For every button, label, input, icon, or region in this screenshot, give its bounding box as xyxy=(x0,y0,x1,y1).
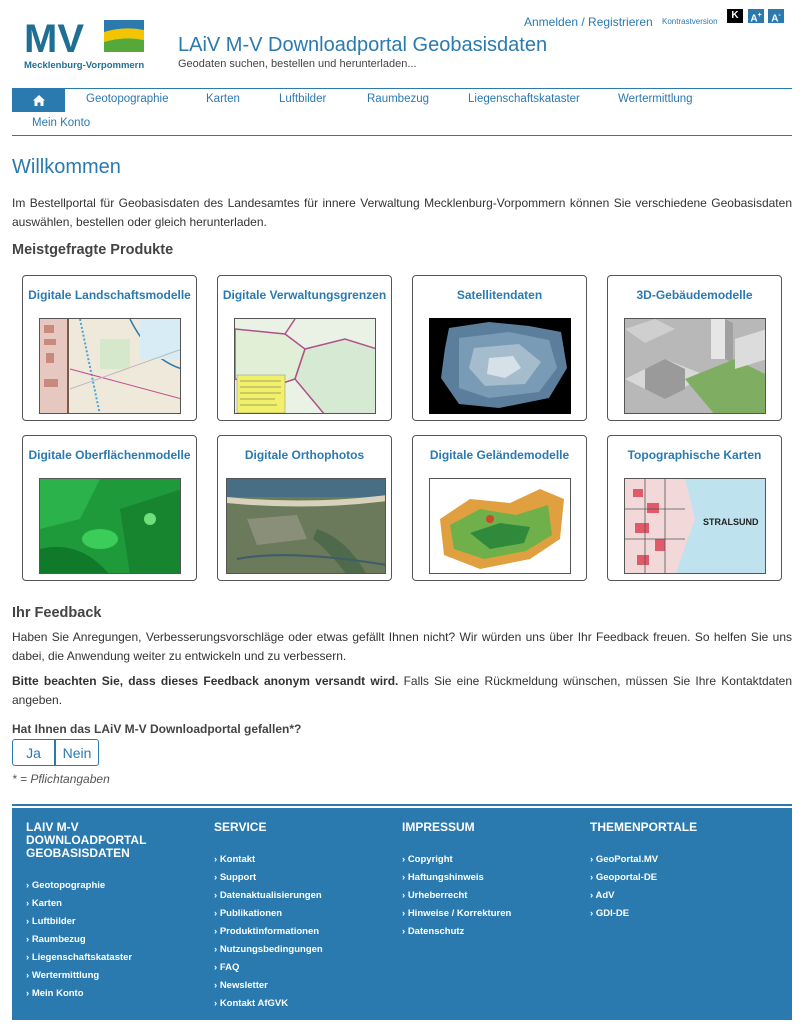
nav-item-luftbilder[interactable]: Luftbilder xyxy=(279,93,327,105)
product-tile-3d-gebaeudemodelle[interactable] xyxy=(607,275,782,421)
footer-link-gdi-de[interactable]: › GDI-DE xyxy=(590,905,780,923)
product-title: 3D-Gebäudemodelle xyxy=(636,288,753,302)
feedback-intro: Haben Sie Anregungen, Verbesserungsvorschläge oder etwas gefällt Ihnen nicht? Wir würden uns über Ihr Feedback freuen. So helfen Sie uns dabei, die Anwendung weiter zu entwickeln und zu verbessern. xyxy=(12,630,792,663)
footer-column-service xyxy=(214,821,384,1013)
footer-link-copyright[interactable]: › Copyright xyxy=(402,851,572,869)
nav-item-geotopographie[interactable]: Geotopographie xyxy=(86,93,169,105)
intro-text: Im Bestellportal für Geobasisdaten des Landesamtes für innere Verwaltung Mecklenburg-Vorpommern können Sie verschiedene Geobasisdaten auswählen, bestellen oder gleich herunterladen. xyxy=(12,196,792,229)
footer-link-newsletter[interactable]: › Newsletter xyxy=(214,977,384,995)
footer xyxy=(12,808,792,1020)
footer-link-nutzungsbedingungen[interactable]: › Nutzungsbedingungen xyxy=(214,941,384,959)
footer-link-liegenschaftskataster[interactable]: › Liegenschaftskataster xyxy=(26,949,176,967)
footer-column-title: IMPRESSUM xyxy=(402,820,475,834)
product-tile-verwaltungsgrenzen[interactable] xyxy=(217,275,392,421)
footer-link-datenaktualisierungen[interactable]: › Datenaktualisierungen xyxy=(214,887,384,905)
product-title: Digitale Orthophotos xyxy=(244,448,365,462)
footer-column-themenportale xyxy=(590,821,780,923)
product-image-3d-gebaeudemodelle xyxy=(624,318,766,414)
nav-item-liegenschaftskataster[interactable]: Liegenschaftskataster xyxy=(468,93,580,105)
main-nav xyxy=(12,88,792,136)
login-register-link[interactable]: Anmelden / Registrieren xyxy=(524,15,653,29)
product-image-satellitendaten xyxy=(429,318,571,414)
products-heading: Meistgefragte Produkte xyxy=(12,242,174,258)
site-tagline: Geodaten suchen, bestellen und herunterladen... xyxy=(178,58,417,70)
font-decrease-label: A xyxy=(771,13,779,25)
logo-letters: MV xyxy=(24,18,84,61)
feedback-note xyxy=(12,672,792,710)
footer-link-luftbilder[interactable]: › Luftbilder xyxy=(26,913,176,931)
footer-column-portal xyxy=(26,821,176,1003)
footer-link-datenschutz[interactable]: › Datenschutz xyxy=(402,923,572,941)
product-image-gelaendemodelle xyxy=(429,478,571,574)
product-tile-topographische-karten[interactable] xyxy=(607,435,782,581)
product-image-orthophotos xyxy=(226,478,386,574)
footer-column-title: LAIV M-V DOWNLOADPORTAL GEOBASISDATEN xyxy=(26,820,147,860)
feedback-heading: Ihr Feedback xyxy=(12,605,102,621)
footer-link-haftungshinweis[interactable]: › Haftungshinweis xyxy=(402,869,572,887)
font-plus-icon: + xyxy=(757,12,762,19)
page-title: Willkommen xyxy=(12,156,121,178)
map-label-stralsund: STRALSUND xyxy=(703,517,759,527)
footer-link-kontakt-afgvk[interactable]: › Kontakt AfGVK xyxy=(214,995,384,1013)
feedback-yes-button[interactable]: Ja xyxy=(12,739,55,766)
nav-item-raumbezug[interactable]: Raumbezug xyxy=(367,93,430,105)
mv-logo-graphic xyxy=(24,18,146,62)
footer-link-hinweise-korrekturen[interactable]: › Hinweise / Korrekturen xyxy=(402,905,572,923)
footer-link-publikationen[interactable]: › Publikationen xyxy=(214,905,384,923)
footer-link-geotopographie[interactable]: › Geotopographie xyxy=(26,877,176,895)
footer-divider xyxy=(12,804,792,806)
font-decrease-button[interactable] xyxy=(768,9,784,23)
footer-link-geoportal-de[interactable]: › Geoportal-DE xyxy=(590,869,780,887)
nav-home-button[interactable] xyxy=(12,89,65,112)
product-tile-satellitendaten[interactable] xyxy=(412,275,587,421)
nav-item-wertermittlung[interactable]: Wertermittlung xyxy=(618,93,693,105)
font-increase-label: A xyxy=(750,13,758,25)
product-title: Digitale Oberflächenmodelle xyxy=(28,448,191,462)
product-image-landschaftsmodelle xyxy=(39,318,181,414)
site-title[interactable]: LAiV M-V Downloadportal Geobasisdaten xyxy=(178,34,548,56)
product-tile-orthophotos[interactable] xyxy=(217,435,392,581)
product-image-topographische-karten xyxy=(624,478,766,574)
font-increase-button[interactable] xyxy=(748,9,764,23)
nav-item-karten[interactable]: Karten xyxy=(206,93,240,105)
product-image-verwaltungsgrenzen xyxy=(234,318,376,414)
footer-link-geoportal-mv[interactable]: › GeoPortal.MV xyxy=(590,851,780,869)
contrast-version-link[interactable]: Kontrastversion xyxy=(662,17,718,26)
nav-item-mein-konto[interactable]: Mein Konto xyxy=(32,117,91,129)
footer-link-karten[interactable]: › Karten xyxy=(26,895,176,913)
home-icon xyxy=(33,95,45,106)
product-tile-oberflaechenmodelle[interactable] xyxy=(22,435,197,581)
footer-link-support[interactable]: › Support xyxy=(214,869,384,887)
footer-link-adv[interactable]: › AdV xyxy=(590,887,780,905)
footer-column-title: THEMENPORTALE xyxy=(590,820,698,834)
product-title: Topographische Karten xyxy=(627,448,762,462)
footer-link-produktinformationen[interactable]: › Produktinformationen xyxy=(214,923,384,941)
footer-link-faq[interactable]: › FAQ xyxy=(214,959,384,977)
feedback-note-bold: Bitte beachten Sie, dass dieses Feedback anonym versandt wird. xyxy=(12,674,399,688)
feedback-no-button[interactable]: Nein xyxy=(55,739,99,766)
footer-link-urheberrecht[interactable]: › Urheberrecht xyxy=(402,887,572,905)
product-title: Digitale Geländemodelle xyxy=(429,448,570,462)
contrast-k-button[interactable]: K xyxy=(727,9,743,23)
footer-link-mein-konto[interactable]: › Mein Konto xyxy=(26,985,176,1003)
logo-subtitle: Mecklenburg-Vorpommern xyxy=(24,60,145,71)
footer-column-title: SERVICE xyxy=(214,820,267,834)
font-minus-icon: - xyxy=(778,12,781,19)
product-title: Digitale Verwaltungsgrenzen xyxy=(222,288,387,302)
footer-link-raumbezug[interactable]: › Raumbezug xyxy=(26,931,176,949)
required-note: * = Pflichtangaben xyxy=(12,772,110,786)
product-image-oberflaechenmodelle xyxy=(39,478,181,574)
product-title: Satellitendaten xyxy=(456,288,543,302)
feedback-note-rest: Falls Sie eine Rückmeldung wünschen, müssen Sie Ihre Kontaktdaten angeben. xyxy=(12,674,793,707)
footer-link-wertermittlung[interactable]: › Wertermittlung xyxy=(26,967,176,985)
product-title: Digitale Landschaftsmodelle xyxy=(28,288,191,302)
product-tile-gelaendemodelle[interactable] xyxy=(412,435,587,581)
feedback-question: Hat Ihnen das LAiV M-V Downloadportal gefallen*? xyxy=(12,722,302,736)
footer-column-impressum xyxy=(402,821,572,941)
footer-link-kontakt[interactable]: › Kontakt xyxy=(214,851,384,869)
product-tile-landschaftsmodelle[interactable] xyxy=(22,275,197,421)
